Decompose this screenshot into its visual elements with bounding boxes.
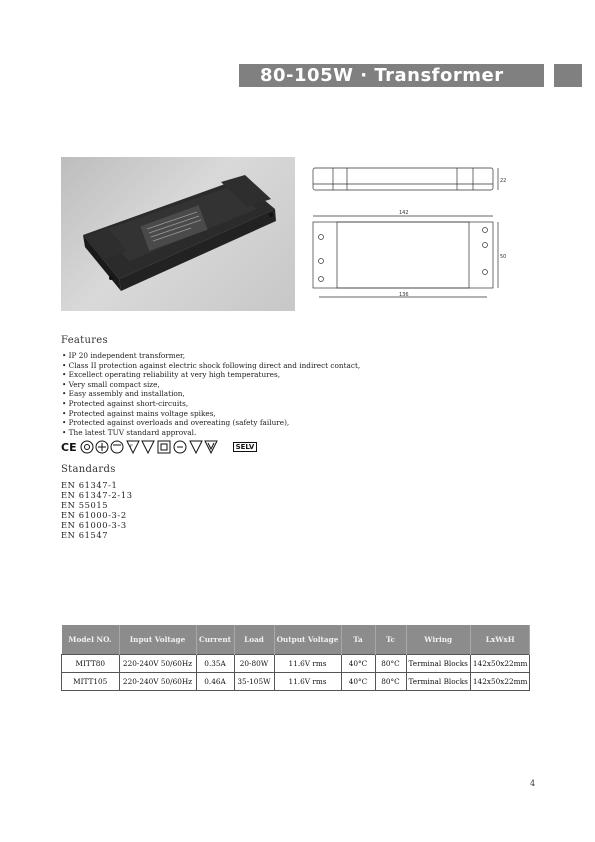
table-header-row [62,625,530,655]
col-wiring: Wiring [406,625,470,655]
selv-mark-icon: SELV [233,442,258,452]
standard-item: EN 61000-3-3 [61,520,127,531]
dim-bottom-label: 136 [399,292,409,298]
certification-marks [61,439,257,455]
standard-item: EN 61547 [61,530,109,541]
table-cell: 220-240V 50/60Hz [119,655,196,673]
feature-item: • Very small compact size, [62,380,360,390]
table-cell: 220-240V 50/60Hz [119,673,196,691]
table-cell: 11.6V rms [274,655,341,673]
product-photo [61,157,295,311]
dimension-drawing [307,160,507,305]
table-cell: 142x50x22mm [470,673,530,691]
svg-text:F: F [129,443,133,448]
col-dimensions: LxWxH [470,625,530,655]
standard-item: EN 55015 [61,500,109,511]
spec-table [61,625,530,691]
table-cell: Terminal Blocks [406,673,470,691]
feature-item: • Protected against mains voltage spikes, [62,409,360,419]
title-tab-block [554,64,582,87]
dim-length-label: 142 [399,210,409,216]
dim-width-label: 50 [500,254,507,260]
table-row [62,655,530,673]
table-cell: 0.46A [196,673,234,691]
feature-item: • Easy assembly and installation, [62,389,360,399]
table-row [62,673,530,691]
ce-mark-icon: CE [61,440,77,454]
page-title: 80-105W · Transformer [239,64,544,87]
feature-item: • Class II protection against electric shock following direct and indirect contact, [62,361,360,371]
table-cell: 142x50x22mm [470,655,530,673]
table-cell: MITT80 [62,655,120,673]
table-cell: 40°C [341,655,375,673]
col-ta: Ta [341,625,375,655]
features-heading: Features [61,335,108,346]
col-tc: Tc [375,625,406,655]
col-output-voltage: Output Voltage [274,625,341,655]
feature-item: • Protected against short-circuits, [62,399,360,409]
table-cell: Terminal Blocks [406,655,470,673]
table-cell: 11.6V rms [274,673,341,691]
table-cell: MITT105 [62,673,120,691]
page-number: 4 [530,779,536,788]
feature-item: • Excellect operating reliability at very high temperatures, [62,370,360,380]
approval-symbols-icon [80,440,230,454]
col-input-voltage: Input Voltage [119,625,196,655]
col-current: Current [196,625,234,655]
standard-item: EN 61000-3-2 [61,510,127,521]
standard-item: EN 61347-1 [61,480,118,490]
table-cell: 0.35A [196,655,234,673]
col-load: Load [234,625,274,655]
feature-item: • Protected against overloads and overeating (safety failure), [62,418,360,428]
col-model: Model NO. [62,625,120,655]
table-cell: 80°C [375,655,406,673]
table-cell: 80°C [375,673,406,691]
dim-height-label: 22 [500,178,507,184]
table-cell: 20-80W [234,655,274,673]
table-cell: 35-105W [234,673,274,691]
standards-list [61,480,133,541]
standards-heading: Standards [61,464,116,475]
feature-item: • IP 20 independent transformer, [62,351,360,361]
table-cell: 40°C [341,673,375,691]
feature-item: • The latest TUV standard approval. [62,428,360,438]
standard-item: EN 61347-2-13 [61,490,133,501]
features-list [62,351,360,437]
